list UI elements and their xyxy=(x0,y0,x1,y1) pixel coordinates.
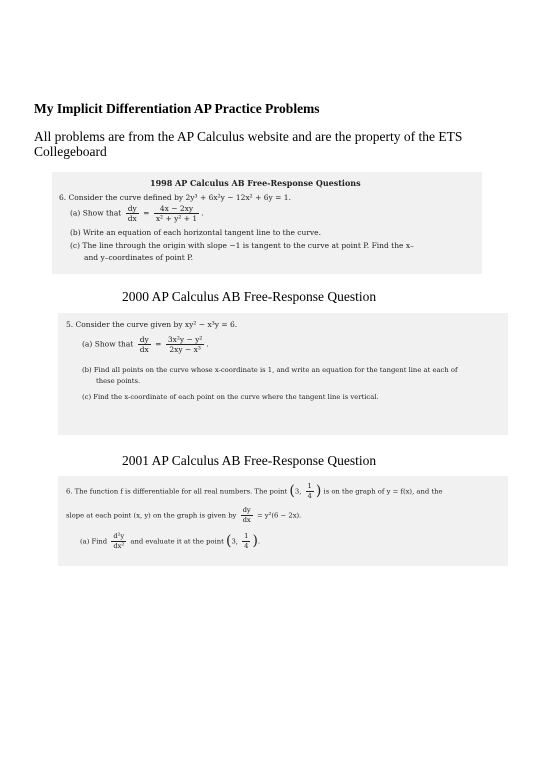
problem-1998-part-c-line2: and y–coordinates of point P. xyxy=(84,253,194,262)
problem-2000-part-b-line1: (b) Find all points on the curve whose x-coordinate is 1, and write an equation for the tangent line at each of xyxy=(82,366,458,374)
dy-dx-fraction xyxy=(241,506,253,525)
problem-1998-heading: 1998 AP Calculus AB Free-Response Questions xyxy=(150,178,361,188)
point-x: 3, xyxy=(231,537,238,546)
fraction-numerator: 4x − 2xy xyxy=(154,204,199,214)
problem-2000-part-a: (a) Show that $\frac{dy}{dx}$ = $\frac{\text{3x²y − y²}}{\text{2xy − x³}}$ . xyxy=(82,335,209,354)
fraction-denominator: dx² xyxy=(113,542,125,550)
intro-line-1: All problems are from the AP Calculus website and are the property of the ETS xyxy=(34,129,463,144)
fraction-denominator: 4 xyxy=(244,542,249,550)
fraction-numerator: 1 xyxy=(307,482,312,490)
fraction-denominator: dx xyxy=(242,516,251,524)
problem-1998-part-a: (a) Show that $\frac{dy}{dx}$ = $\frac{4x - 2xy}{\text{x² + y² + 1}}$ . xyxy=(70,204,204,223)
fraction-numerator: 1 xyxy=(244,532,249,540)
point-y-fraction xyxy=(306,482,314,501)
rhs-fraction xyxy=(166,335,205,354)
dy-dx-fraction xyxy=(138,335,151,354)
part-a-prefix: (a) Find xyxy=(80,537,108,546)
problem-2000-part-c: (c) Find the x-coordinate of each point on the curve where the tangent line is vertical. xyxy=(82,393,379,401)
problem-2001-heading: 2001 AP Calculus AB Free-Response Question xyxy=(122,453,377,468)
fraction-numerator: dy xyxy=(242,506,251,514)
problem-2001-part-a: (a) Find $\frac{\text{d²y}}{\text{dx²}}$ and evaluate it at the point (3, $\frac{1}{4}$ ). xyxy=(80,532,261,550)
fraction-denominator: 4 xyxy=(307,492,312,500)
problem-1998-part-b: (b) Write an equation of each horizontal tangent line to the curve. xyxy=(70,228,321,237)
part-a-mid: and evaluate it at the point xyxy=(130,537,224,546)
part-a-prefix: (a) Show that xyxy=(82,339,134,349)
rhs-fraction xyxy=(154,204,199,223)
problem-2000-part-b-line2: these points. xyxy=(96,377,141,385)
page-title: My Implicit Differentiation AP Practice Problems xyxy=(34,101,320,116)
fraction-denominator: dx xyxy=(139,345,149,354)
fraction-numerator: dy xyxy=(127,204,137,213)
fraction-numerator: d²y xyxy=(113,532,125,540)
problem-2001-block xyxy=(58,476,508,566)
part-a-prefix: (a) Show that xyxy=(70,208,122,218)
fraction-denominator: dx xyxy=(127,214,137,223)
question-text-2: is on the graph of y = f(x), and the xyxy=(323,487,443,496)
point-x: 3, xyxy=(294,487,302,496)
intro-line-2: Collegeboard xyxy=(34,144,107,159)
slope-text: slope at each point (x, y) on the graph is given by xyxy=(66,511,237,520)
fraction-denominator: x² + y² + 1 xyxy=(155,214,198,223)
fraction-numerator: 3x²y − y² xyxy=(167,335,203,344)
point-y-fraction xyxy=(242,532,250,551)
problem-2001-question: 6. The function f is differentiable for all real numbers. The point (3, $\frac{1}{4}$ ) is on the graph of y = f(x), and the xyxy=(66,482,443,500)
problem-2000-heading: 2000 AP Calculus AB Free-Response Question xyxy=(122,289,377,304)
second-derivative-fraction xyxy=(111,532,126,551)
problem-1998-block xyxy=(52,172,482,274)
problem-1998-question: 6. Consider the curve defined by 2y³ + 6x²y − 12x² + 6y = 1. xyxy=(59,193,291,202)
problem-2001-slope-line xyxy=(66,506,301,525)
problem-1998-part-c-line1: (c) The line through the origin with slope −1 is tangent to the curve at point P. Find the x– xyxy=(70,241,414,250)
question-text-1: 6. The function f is differentiable for all real numbers. The point xyxy=(66,487,288,496)
problem-2000-block xyxy=(58,313,508,435)
dy-dx-fraction xyxy=(126,204,139,223)
slope-rhs: = y²(6 − 2x). xyxy=(256,511,302,520)
fraction-numerator: dy xyxy=(139,335,149,344)
fraction-denominator: 2xy − x³ xyxy=(169,345,201,354)
problem-2000-question: 5. Consider the curve given by xy² − x³y = 6. xyxy=(66,320,238,329)
